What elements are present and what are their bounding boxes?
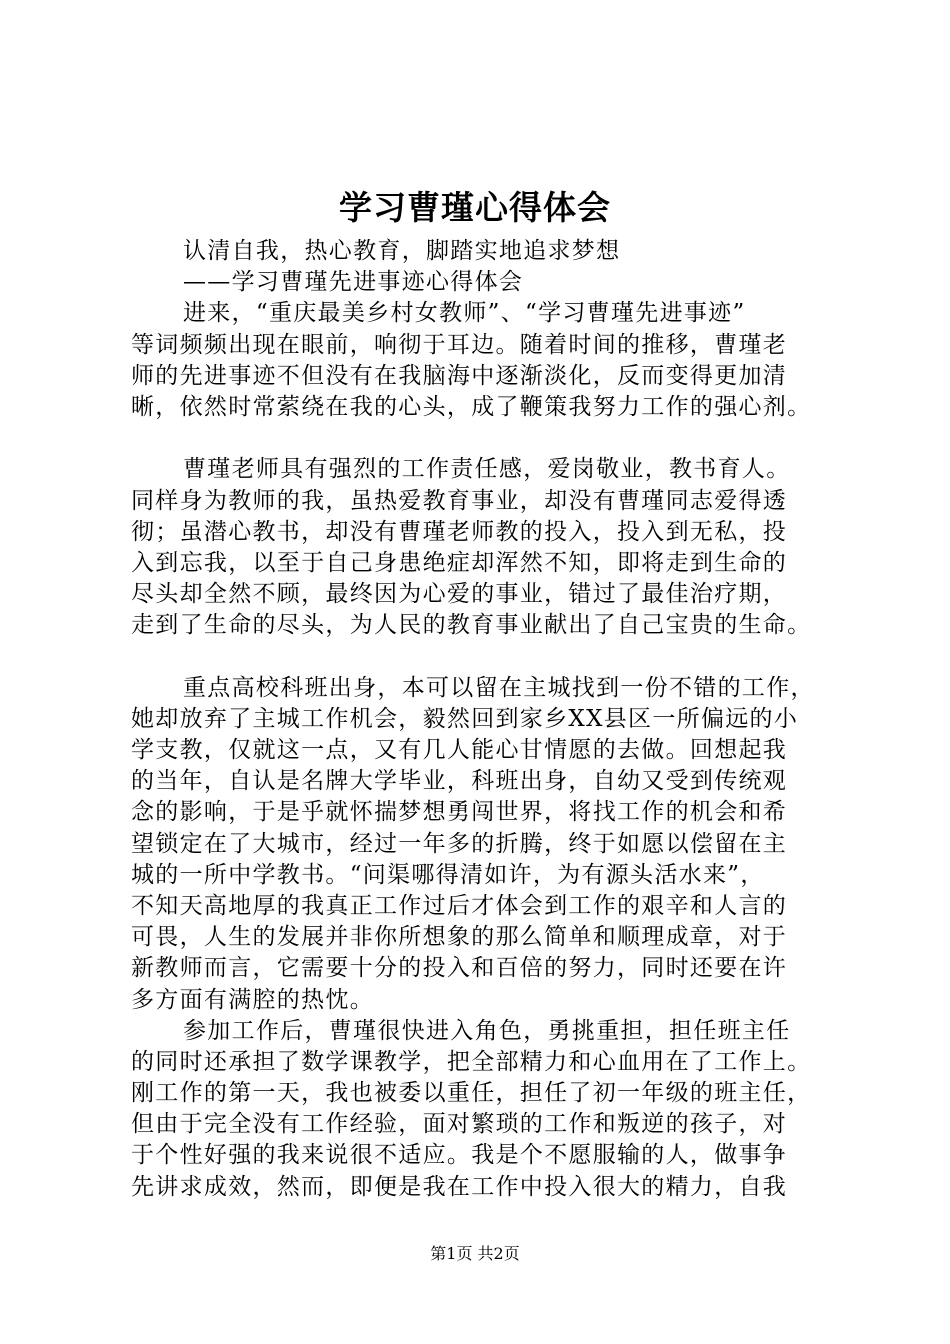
text-line: 入到忘我，以至于自己身患绝症却浑然不知，即将走到生命的	[131, 549, 788, 576]
text-line: 走到了生命的尽头，为人民的教育事业献出了自己宝贵的生命。	[131, 612, 812, 639]
text-line: 先讲求成效，然而，即便是我在工作中投入很大的精力，自我	[131, 1173, 788, 1200]
text-line: 尽头却全然不顾，最终因为心爱的事业，错过了最佳治疗期，	[131, 581, 788, 608]
paragraph-spacer	[131, 423, 851, 454]
text-line: 认清自我，热心教育，脚踏实地追求梦想	[183, 238, 621, 264]
text-line: 彻；虽潜心教书，却没有曹瑾老师教的投入，投入到无私，投	[131, 518, 788, 545]
document-body	[131, 236, 851, 1203]
paragraph	[131, 298, 851, 423]
text-line: 进来，“重庆最美乡村女教师”、“学习曹瑾先进事迹”	[183, 300, 746, 327]
document-title: 学习曹瑾心得体会	[339, 188, 611, 227]
text-line: 师的先进事迹不但没有在我脑海中逐渐淡化，反而变得更加清	[131, 362, 788, 389]
text-line: 她却放弃了主城工作机会，毅然回到家乡XX县区一所偏远的小	[131, 705, 799, 732]
text-line: 刚工作的第一天，我也被委以重任，担任了初一年级的班主任，	[131, 1080, 812, 1107]
text-line: ——学习曹瑾先进事迹心得体会	[183, 269, 524, 296]
text-line: 多方面有满腔的热忱。	[131, 986, 374, 1013]
text-line: 参加工作后，曹瑾很快进入角色，勇挑重担，担任班主任	[183, 1017, 791, 1044]
text-line: 念的影响，于是乎就怀揣梦想勇闯世界，将找工作的机会和希	[131, 799, 788, 826]
paragraph	[131, 673, 851, 1016]
text-line: 曹瑾老师具有强烈的工作责任感，爱岗敬业，教书育人。	[183, 456, 791, 483]
text-line: 于个性好强的我来说很不适应。我是个不愿服输的人，做事争	[131, 1142, 788, 1169]
text-line: 不知天高地厚的我真正工作过后才体会到工作的艰辛和人言的	[131, 892, 788, 919]
text-line: 可畏，人生的发展并非你所想象的那么简单和顺理成章，对于	[131, 924, 788, 951]
paragraph	[131, 267, 851, 298]
text-line: 新教师而言，它需要十分的投入和百倍的努力，同时还要在许	[131, 955, 788, 982]
paragraph	[131, 454, 851, 641]
text-line: 但由于完全没有工作经验，面对繁琐的工作和叛逆的孩子，对	[131, 1111, 788, 1138]
text-line: 同样身为教师的我，虽热爱教育事业，却没有曹瑾同志爱得透	[131, 487, 788, 514]
paragraph	[131, 1016, 851, 1203]
text-line: 晰，依然时常萦绕在我的心头，成了鞭策我努力工作的强心剂。	[131, 393, 812, 420]
text-line: 学支教，仅就这一点，又有几人能心甘情愿的去做。回想起我	[131, 737, 788, 763]
text-line: 的当年，自认是名牌大学毕业，科班出身，自幼又受到传统观	[131, 768, 788, 795]
text-line: 城的一所中学教书。“问渠哪得清如许，为有源头活水来”，	[131, 861, 765, 888]
text-line: 重点高校科班出身，本可以留在主城找到一份不错的工作，	[183, 674, 815, 701]
paragraph-spacer	[131, 641, 851, 672]
paragraph	[131, 236, 851, 267]
page-footer: 第1页 共2页	[430, 1244, 520, 1263]
text-line: 的同时还承担了数学课教学，把全部精力和心血用在了工作上。	[131, 1048, 812, 1075]
text-line: 等词频频出现在眼前，响彻于耳边。随着时间的推移，曹瑾老	[131, 331, 788, 358]
text-line: 望锁定在了大城市，经过一年多的折腾，终于如愿以偿留在主	[131, 830, 788, 857]
